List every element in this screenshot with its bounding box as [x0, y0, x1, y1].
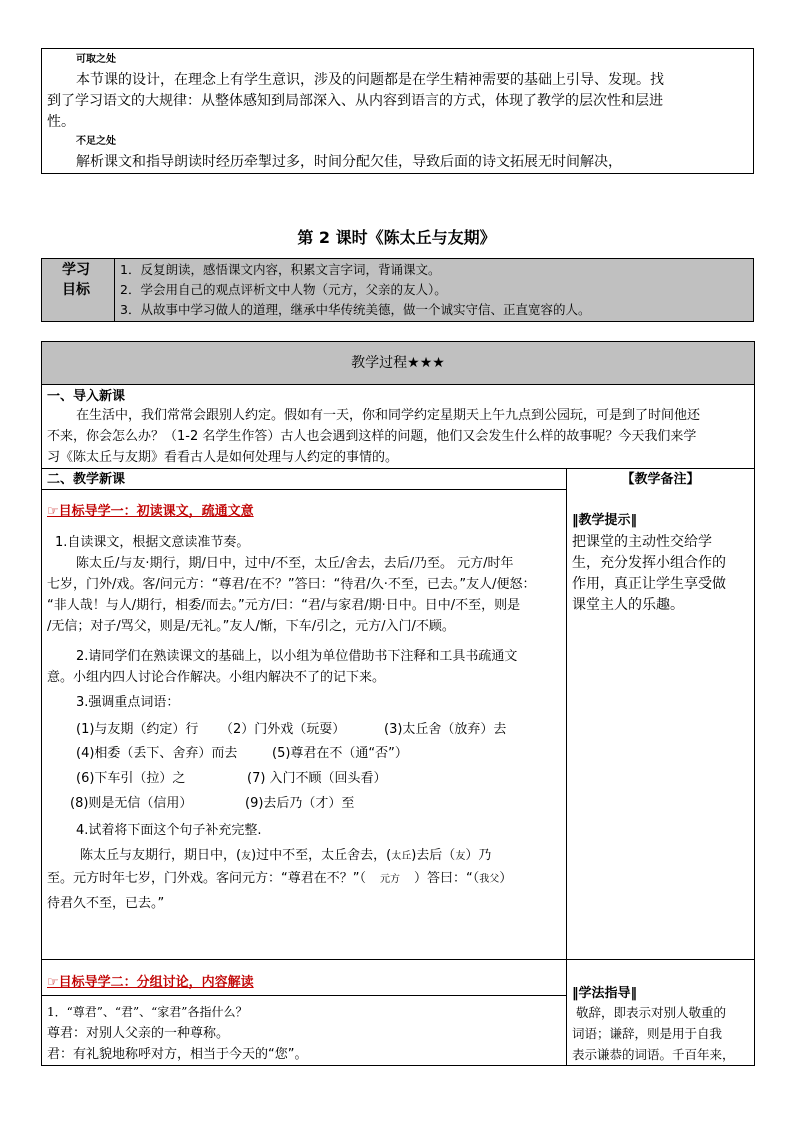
- word-3: (3)太丘舍（放弃）去: [384, 722, 507, 737]
- word-5: (5)尊君在不（通“否”）: [272, 746, 408, 761]
- question-1: 1．“尊君”、“君”、“家君”各指什么？: [47, 1005, 248, 1019]
- word-9: (9)去后乃（才）至: [245, 796, 355, 811]
- fill-line-1: 陈太丘与友期行，期日中，(友)过中不至，太丘舍去，(太丘)去后（友）乃: [80, 848, 492, 863]
- passage-line-2: 七岁，门外/戏。客/问元方：“尊君/在不？”答曰：“待君/久·不至，已去。”友人/便怒：: [47, 577, 536, 592]
- bad-heading: 不足之处: [76, 136, 116, 147]
- tip-line-4: 课堂主人的乐趣。: [572, 597, 684, 613]
- good-text-line-3: 性。: [47, 114, 75, 130]
- fill-answer-2: 太丘: [391, 851, 412, 862]
- good-heading: 可取之处: [76, 54, 116, 65]
- goal-one-heading: ☞目标导学一：初读课文，疏通文意: [47, 504, 254, 519]
- objective-item-1: 1．反复朗读，感悟课文内容，积累文言字词，背诵课文。: [120, 262, 441, 277]
- fill-line-3: 待君久不至，已去。”: [47, 896, 165, 911]
- method-heading: ‖学法指导‖: [572, 986, 638, 1001]
- lesson-title: 第 2 课时《陈太丘与友期》: [297, 228, 496, 247]
- fill-answer-3: 友: [455, 851, 466, 862]
- step-1: 1.自读课文，根据文意读准节奏。: [55, 535, 250, 550]
- objective-item-2: 2．学会用自己的观点评析文中人物（元方，父亲的友人）。: [120, 282, 447, 297]
- word-6: (6)下车引（拉）之: [76, 771, 186, 786]
- fill-answer-1: 友: [241, 851, 252, 862]
- word-7: (7) 入门不顾（回头看）: [247, 771, 387, 786]
- fill-answer-4: 元方: [379, 874, 400, 885]
- fill-line-2: 至。元方时年七岁，门外戏。客问元方：“尊君在不？”（ 元方 ）答曰：“（我父）: [47, 871, 513, 886]
- tip-line-2: 生，充分发挥小组合作的: [572, 555, 726, 571]
- method-line-2: 词语；谦辞，则是用于自我: [572, 1026, 723, 1041]
- step-4: 4.试着将下面这个句子补充完整.: [76, 823, 262, 838]
- passage-line-1: 陈太丘/与友·期行，期/日中，过中/不至，太丘/舍去，去后/乃至。 元方/时年: [76, 556, 514, 571]
- tip-heading: ‖教学提示‖: [572, 513, 638, 528]
- step-2-line-1: 2.请同学们在熟读课文的基础上，以小组为单位借助书下注释和工具书疏通文: [76, 649, 518, 664]
- fill-answer-5: 我父: [479, 874, 500, 885]
- intro-heading: 一、导入新课: [47, 389, 126, 404]
- intro-line-3: 习《陈太丘与友期》看看古人是如何处理与人约定的事情的。: [47, 450, 399, 465]
- goal-two-heading: ☞目标导学二：分组讨论，内容解读: [47, 975, 254, 990]
- good-text-line-2: 到了学习语文的大规律：从整体感知到局部深入、从内容到语言的方式，体现了教学的层次性和层进: [47, 93, 663, 109]
- word-8: (8)则是无信（信用）: [70, 796, 193, 811]
- word-1: (1)与友期（约定）行: [76, 722, 199, 737]
- tip-line-3: 作用，真正让学生享受做: [572, 576, 726, 592]
- method-line-1: 敬辞，即表示对别人敬重的: [576, 1005, 727, 1020]
- objective-item-3: 3．从故事中学习做人的道理，继承中华传统美德，做一个诚实守信、正直宽容的人。: [120, 302, 591, 317]
- passage-line-3: “非人哉！与人/期行，相委/而去。”元方/曰：“君/与家君/期·日中。日中/不至，则是: [47, 598, 521, 613]
- tip-line-1: 把课堂的主动性交给学: [572, 534, 712, 550]
- word-4: (4)相委（丢下、舍弃）而去: [76, 746, 238, 761]
- new-lesson-heading: 二、教学新课: [47, 472, 126, 487]
- intro-line-1: 在生活中，我们常常会跟别人约定。假如有一天，你和同学约定星期天上午九点到公园玩，可是到了时间他还: [76, 408, 701, 423]
- answer-1: 尊君：对别人父亲的一种尊称。: [47, 1026, 230, 1041]
- method-line-3: 表示谦恭的词语。千百年来，: [572, 1047, 735, 1062]
- process-header: 教学过程★★★: [351, 355, 445, 371]
- objectives-label-2: 目标: [62, 282, 90, 298]
- notes-heading: 【教学备注】: [621, 472, 700, 487]
- good-text-line-1: 本节课的设计，在理念上有学生意识，涉及的问题都是在学生精神需要的基础上引导、发现。找: [76, 72, 664, 88]
- passage-line-4: /无信；对子/骂父，则是/无礼。”友人/惭，下车/引之，元方/入门/不顾。: [47, 619, 455, 634]
- bad-text: 解析课文和指导朗读时经历牵掣过多，时间分配欠佳，导致后面的诗文拓展无时间解决，: [76, 154, 622, 170]
- intro-line-2: 不来，你会怎么办？（1-2 名学生作答）古人也会遇到这样的问题，他们又会发生什么样的故事呢？今天我们来学: [47, 429, 697, 444]
- step-3: 3.强调重点词语：: [76, 695, 180, 710]
- word-2: （2）门外戏（玩耍）: [220, 722, 346, 737]
- objectives-label-1: 学习: [62, 262, 90, 278]
- answer-2: 君：有礼貌地称呼对方，相当于今天的“您”。: [47, 1047, 308, 1062]
- step-2-line-2: 意。小组内四人讨论合作解决。小组内解决不了的记下来。: [47, 670, 386, 685]
